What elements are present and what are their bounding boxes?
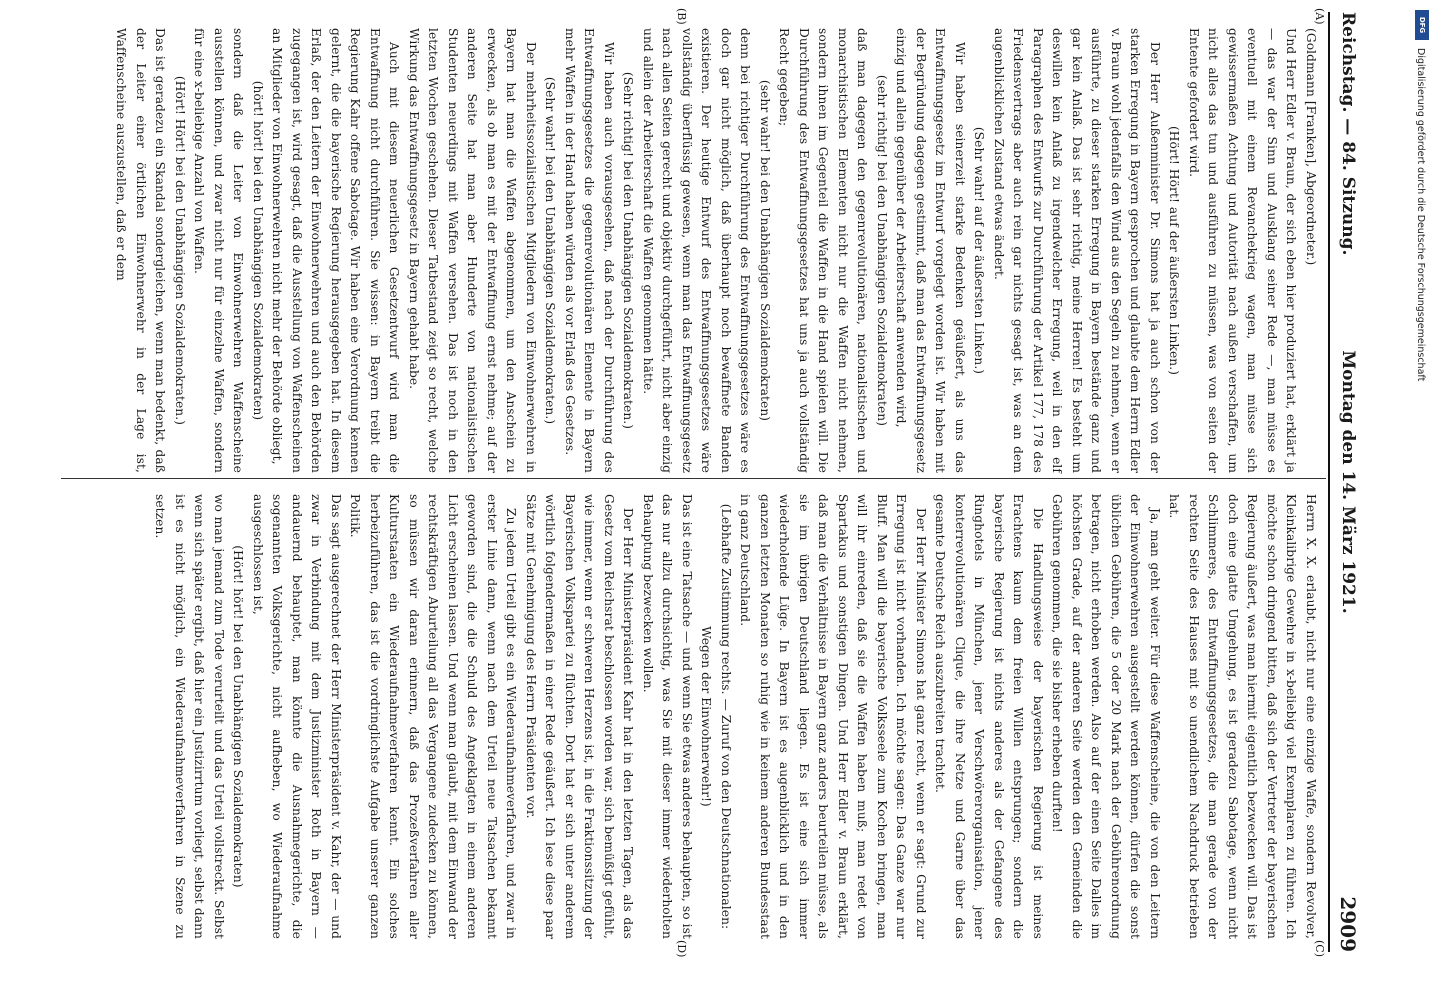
paragraph: (Sehr richtig! bei den Unabhängigen Sozialdemokraten.) <box>621 71 636 430</box>
paragraph: (sehr richtig! bei den Unabhängigen Sozialdemokraten) <box>875 74 889 427</box>
margin-mark-a: (A) <box>1313 8 1326 25</box>
paragraph: denn bei richtiger Durchführung des Entwaffnungsgesetzes wäre es doch gar nicht möglich, daß überhaupt noch bewaffnete Banden existieren. Der heutige Entwurf des Entwaffnungsgesetzes wäre vollständig überflüssig gewesen, wenn man das Entwaffnungsgesetz nach allen Seiten gerecht und objektiv durchgeführt, nicht aber einzig und allein der Arbeiterschaft die Waffen genommen hätte. <box>641 28 753 473</box>
paragraph: Auch mit diesem neuerlichen Gesetzentwurf wird man die Entwaffnung nicht durchführen. Sie wissen: in Bayern treibt die Regierung Kahr offene Sabotage. Wir haben eine Verordnung kennen gelernt, die die bayerische Regierung herausgegeben hat. In diesem Erlaß, der den Leitern der Einwohnerwehren und auch den Behörden zugegangen ist, wird gesagt, daß die Ausstellung von Waffenscheinen an Mitglieder von Einwohnerwehren nicht mehr der Behörde obliegt, <box>270 28 402 473</box>
margin-mark-c: (C) <box>1313 940 1326 957</box>
paragraph: Das sagt ausgerechnet der Herr Ministerpräsident v. Kahr, der — und zwar in Verbindung mit dem Justizminister Roth in Bayern — andauernd behauptet, man könnte die Ausnahmegerichte, die sogenannten Volksgerichte, nicht aufheben, wo Wiederaufnahme ausgeschlossen ist, <box>251 494 343 939</box>
paragraph: Der mehrheitssozialistischen Mitgliedern von Einwohnerwehren in Bayern hat man die Waffen abgenommen, um den Anschein zu erwecken, als ob man es mit der Entwaffnung ernst nehme; auf der anderen Seite hat man aber Hunderte von nationalistischen Studenten neuerdings mit Waffen versehen. Das ist noch in den letzten Wochen geschehen. Dieser Tatbestand zeigt so recht, welche Wirkung das Entwaffnungsgesetz in Bayern gehabt habe. <box>407 28 538 473</box>
page-number: 2909 <box>1336 896 1360 952</box>
paragraph: Das ist eine Tatsache — und wenn Sie etwas anderes behaupten, so ist das nur allzu durchsichtig, was Sie mit dieser immer wiederholten Behauptung bezwecken wollen. <box>641 494 694 939</box>
paragraph: Der Herr Minister Simons hat ganz recht, wenn er sagt: Grund zur Erregung ist nicht vorhanden. Ich möchte sagen: Das Ganze war nur Bluff. Man will die bayerische Volksseele zum Kochen bringen, man will ihr einreden, daß sie die Waffen haben muß; man redet von Spartakus und sonstigen Dingen. Und Herr Edler v. Braun erklärt, daß man die Verhältnisse in Bayern ganz anders beurteilen müsse, als sie im übrigen Deutschland liegen. Es ist eine sich immer wiederholende Lüge. In Bayern ist es augenblicklich und in den ganzen letzten Monaten so ruhig wie in keinem anderen Bundesstaat in ganz Deutschland. <box>738 494 928 939</box>
paragraph: Wir haben seinerzeit starke Bedenken geäußert, als uns das Entwaffnungsgesetz im Entwurf vorgelegt worden ist. Wir haben mit der Begründung dagegen gestimmt, daß man das Entwaffnungsgesetz einzig und allein gegenüber der Arbeiterschaft anwenden wird, <box>894 28 967 473</box>
paragraph: (Hört! Hört! auf der äußersten Linken.) <box>1167 125 1182 376</box>
page-header <box>1328 12 1366 952</box>
paragraph: sondern daß die Leiter von Einwohnerwehren Waffenscheine ausstellen können, und zwar nicht nur für einzelne Waffen, sondern für eine x-beliebige Anzahl von Waffen. <box>192 28 246 473</box>
left-text-column <box>111 28 1320 473</box>
paragraph: wo man jemand zum Tode verurteilt und das Urteil vollstreckt. Selbst wenn sich später ergibt, daß hier ein Justizirrtum vorliegt, selbst dann ist es nicht möglich, ein Wiederaufnahmeverfahren in Szene zu setzen. <box>153 494 226 939</box>
paragraph: Der Herr Ministerpräsident Kahr hat in den letzten Tagen, als das Gesetz vom Reichsrat beschlossen worden war, sich bemüßigt gefühlt, wie immer, wenn er schweren Herzens ist, in die Fraktionssitzung der Bayerischen Volkspartei zu flüchten. Dort hat er sich unter anderem wörtlich folgendermaßen in einer Rede geäußert. Ich lese diese paar Sätze mit Genehmigung des Herrn Präsidenten vor. <box>524 494 636 939</box>
document-page <box>48 0 1408 960</box>
right-text-column <box>150 494 1320 939</box>
paragraph: Wir haben auch vorausgesehen, daß nach der Durchführung des Entwaffnungsgesetzes die gegenrevolutionären Elemente in Bayern mehr Waffen in der Hand haben würden als vor Erlaß des Gesetzes. <box>563 28 616 473</box>
paragraph: Ja, man geht weiter. Für diese Waffenscheine, die von den Leitern der Einwohnerwehren ausgestellt werden können, dürfen die sonst üblichen Gebühren, die 5 oder 20 Mark nach der Gebührenordnung betragen, nicht erhoben werden. Also auf der einen Seite Dalles im höchsten Grade, auf der anderen Seite werden den Gemeinden die Gebühren genommen, die sie bisher erheben durften! <box>1050 494 1162 939</box>
paragraph: Herrn X. X. erlaubt, nicht nur eine einzige Waffe, sondern Revolver, Kleinkalibrige Gewehre in x-beliebig viel Exemplaren zu führen. Ich möchte schon dringend bitten, daß sich der Vertreter der bayerischen Regierung äußert, was man hiermit eigentlich bezwecken will. Das ist doch eine glatte Umgehung, es ist geradezu Sabotage, wenn nicht Schlimmeres, des Entwaffnungsgesetzes, die man gerade von der rechten Seite des Hauses mit so unendlichem Nachdruck betrieben hat. <box>1167 494 1318 939</box>
paragraph: Die Handlungsweise der bayerischen Regierung ist meines Erachtens kaum dem freien Willen entsprungen; sondern die bayerische Regierung ist nichts anderes als der Gefangene des Ringhotels in München, jener Verschwörerorganisation, jener konterrevolutionären Clique, die ihre Netze und Garne über das gesamte Deutsche Reich auszubreiten trachtet. <box>933 494 1045 939</box>
paragraph: (Sehr wahr! auf der äußersten Linken.) <box>972 126 987 375</box>
column-divider <box>61 478 1326 479</box>
paragraph: Zu jedem Urteil gibt es ein Wiederaufnahmeverfahren, und zwar in erster Linie dann, wenn nach dem Urteil neue Tatsachen bekannt geworden sind, die die Schuld des Angeklagten in einem anderen Licht erscheinen lassen. Und wenn man glaubt, mit dem Einwand der rechtskräftigen Aburteilung all das Vergangene zudecken zu können, so müssen wir daran erinnern, daß das Prozeßverfahren aller Kulturstaaten ein Wiederaufnahmeverfahren kennt. Ein solches herbeizuführen, das ist die vordringlichste Aufgabe unserer ganzen Politik. <box>348 494 519 939</box>
paragraph: daß man dagegen den gegenrevolutionären, nationalistischen und monarchistischen Elementen nicht nur die Waffen nicht nehmen, sondern ihnen im Gegenteil die Waffen in die Hand spielen will. Die Durchführung des Entwaffnungsgesetzes hat uns ja auch vollständig Recht gegeben; <box>777 28 870 473</box>
margin-mark-b: (B) <box>675 8 688 25</box>
paragraph: (Lebhafte Zustimmung rechts. — Zuruf von den Deutschnationalen: Wegen der Einwohnerwehr!) <box>699 503 733 930</box>
digitization-credit-text: Digitalisierung gefördert durch die Deutsche Forschungsgemeinschaft <box>1415 48 1426 382</box>
paragraph: Der Herr Außenminister Dr. Simons hat ja auch schon von der starken Erregung in Bayern gesprochen und glaubte dem Herrn Edler v. Braun wohl jedenfalls den Wind aus den Segeln zu nehmen, wenn er ausführte, zu dieser starken Erregung in Bayern bestände ganz und gar kein Anlaß. Das ist sehr richtig, meine Herren! Es besteht um deswillen kein Anlaß zu irgendwelcher Erregung, weil in den elf Paragraphen des Entwurfs zur Durchführung der Artikel 177, 178 des Friedensvertrags aber auch rein gar nichts gesagt ist, was an dem augenblicklichen Zustand etwas ändert. <box>992 28 1162 473</box>
paragraph: (Hört! hört! bei den Unabhängigen Sozialdemokraten) <box>231 545 246 888</box>
paragraph: Und Herr Edler v. Braun, der sich eben hier produziert hat, erklärt ja — das war der Sinn und Ausklang seiner Rede —, man müsse es eventuell mit einem Revanchekrieg wagen, man müsse sich gewissermaßen Achtung und Autorität nach außen verschaffen, um nicht alles das tun und ausführen zu müssen, was von seiten der Entente gefordert wird. <box>1187 28 1299 473</box>
margin-mark-d: (D) <box>675 940 688 958</box>
header-session-title: Reichstag. — 84. Sitzung. <box>1338 12 1358 256</box>
paragraph: (hört! hört! bei den Unabhängigen Sozialdemokraten) <box>251 80 265 421</box>
paragraph: Das ist geradezu ein Skandal sondergleichen, wenn man bedenkt, daß der Leiter einer örtlichen Einwohnerwehr in der Lage ist, Waffenscheine auszustellen, daß er dem <box>114 28 168 473</box>
header-date: Montag den 14. März 1921. <box>1338 350 1358 614</box>
dfg-logo: DFG <box>1415 10 1429 40</box>
paragraph: (Hört! Hört! bei den Unabhängigen Sozialdemokraten.) <box>173 75 187 426</box>
paragraph: (sehr wahr! bei den Unabhängigen Sozialdemokraten) <box>758 79 772 422</box>
paragraph: (Goldmann [Franken], Abgeordneter.) <box>1304 28 1318 266</box>
digitization-credit <box>1412 8 1432 998</box>
paragraph: (Sehr wahr! bei den Unabhängigen Sozialdemokraten.) <box>543 76 558 425</box>
